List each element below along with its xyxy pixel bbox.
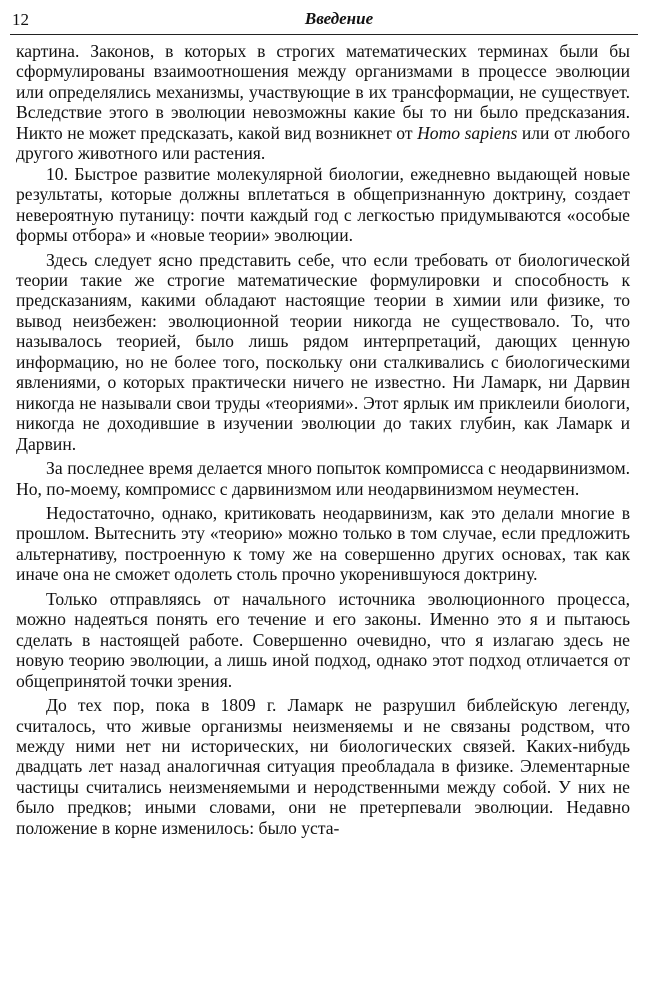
species-name-italic: Homo sapiens [417,122,518,143]
paragraph: Здесь следует ясно представить себе, что если требовать от биологической теории такие же строгие математические формулировки и способность к предсказаниям, какими обладают настоящие теории в химии или физике, то вывод неизбежен: эволюционной теории никогда не существовало. То, что называлось теорией, было лишь рядом интерпретаций, дающих ценную информацию, но не более того, поскольку они сталкивались с биологическими явлениями, о которых практически ничего не известно. Ни Ламарк, ни Дарвин никогда не называли свои труды «теориями». Этот ярлык им приклеили биологи, никогда не доходившие в изучении эволюции до таких глубин, как Ламарк и Дарвин. [16,249,630,454]
paragraph: 10. Быстрое развитие молекулярной биологии, ежедневно выдающей новые результаты, которые должны вплетаться в общепризнанную доктрину, создает невероятную путаницу: почти каждый год с легкостью придумываются «особые формы отбора» и «новые теории» эволюции. [16,163,630,246]
paragraph: Недостаточно, однако, критиковать неодарвинизм, как это делали многие в прошлом. Вытеснить эту «теорию» можно только в том случае, если предложить альтернативу, построенную к тому же на совершенно других основах, так как иначе она не сможет одолеть столь прочно укоренившуюся доктрину. [16,502,630,585]
paragraph: До тех пор, пока в 1809 г. Ламарк не разрушил библейскую легенду, считалось, что живые организмы неизменяемы и не связаны родством, что между ними нет ни исторических, ни биологических связей. Каких-нибудь двадцать лет назад аналогичная ситуация преобладала в физике. Элементарные частицы считались неизменяемыми и неродственными между собой. У них не было предков; иными словами, они не претерпевали эволюции. Недавно положение в корне изменилось: было уста- [16,695,630,838]
page-number: 12 [12,10,29,29]
paragraph: Только отправляясь от начального источника эволюционного процесса, можно надеяться понять его течение и его законы. Именно это я и пытаюсь сделать в настоящей работе. Совершенно очевидно, что я излагаю здесь не новую теорию эволюции, а лишь иной подход, однако этот подход отличается от общепринятой точки зрения. [16,588,630,691]
running-header [10,8,638,35]
running-title: Введение [304,9,374,28]
paragraph-continuation [16,41,630,164]
paragraph: За последнее время делается много попыток компромисса с неодарвинизмом. Но, по-моему, компромисс с дарвинизмом или неодарвинизмом неуместен. [16,458,630,499]
paragraph-text: картина. Законов, в которых в строгих математических терминах были бы сформулированы взаимоотношения между организмами в процессе эволюции или определялись механизмы, участвующие в их трансформации, не существует. Вследствие этого в эволюции невозможны какие бы то ни было предсказания. Никто не может предсказать, какой вид возникнет от [16,41,630,143]
body-text [16,41,630,838]
paragraph-text: или от любого другого животного или растения. [16,122,630,164]
